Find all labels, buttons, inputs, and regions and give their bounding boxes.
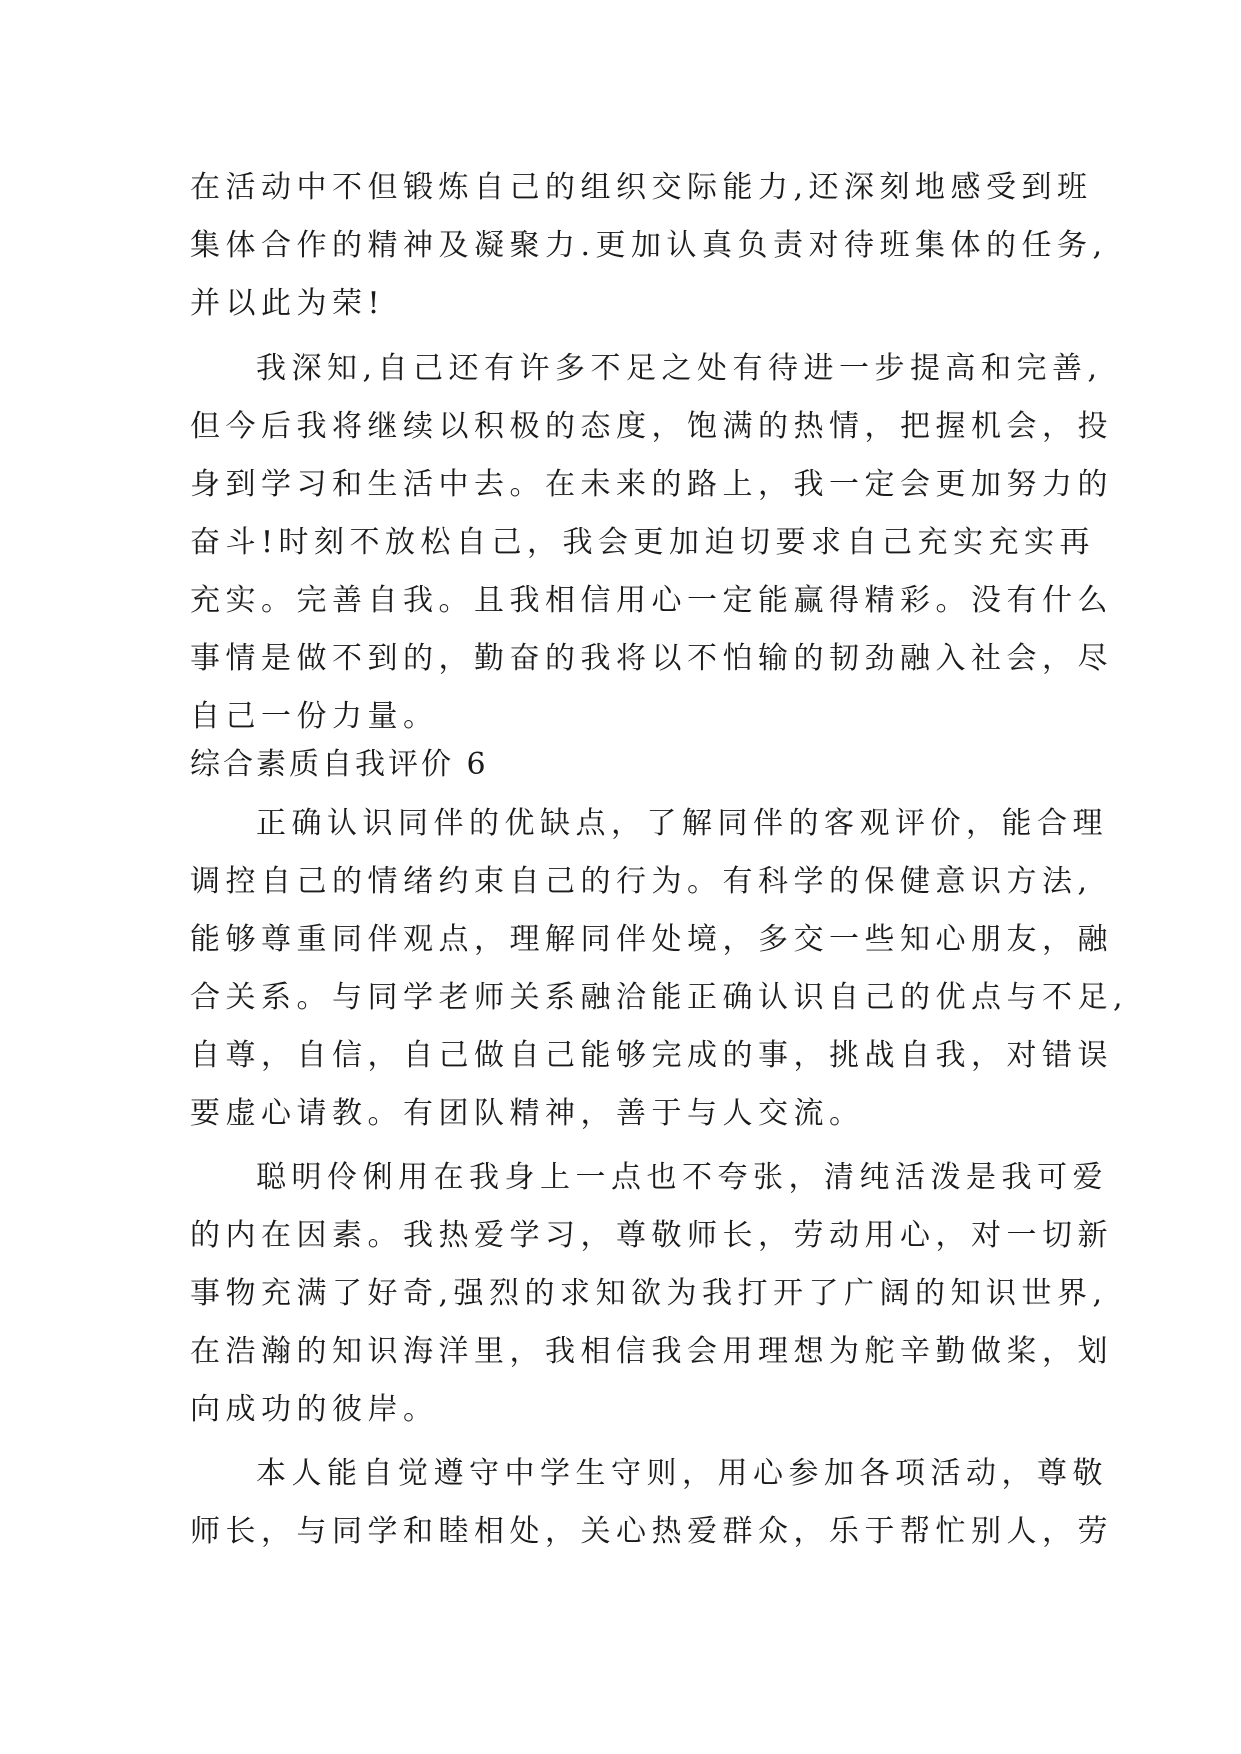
text-line: 正确认识同伴的优缺点，了解同伴的客观评价，能合理 (256, 806, 1108, 841)
text-line: 在浩瀚的知识海洋里，我相信我会用理想为舵辛勤做桨，划 (190, 1334, 1113, 1369)
text-line: 在活动中不但锻炼自己的组织交际能力,还深刻地感受到班 (190, 170, 1093, 205)
text-line: 事情是做不到的，勤奋的我将以不怕输的韧劲融入社会，尽 (190, 641, 1113, 676)
text-line: 身到学习和生活中去。在未来的路上，我一定会更加努力的 (190, 467, 1113, 502)
text-line: 聪明伶俐用在我身上一点也不夸张，清纯活泼是我可爱 (256, 1160, 1108, 1195)
text-line: 但今后我将继续以积极的态度，饱满的热情，把握机会，投 (190, 409, 1113, 444)
text-line: 合关系。与同学老师关系融洽能正确认识自己的优点与不足, (190, 980, 1129, 1015)
text-line: 自尊，自信，自己做自己能够完成的事，挑战自我，对错误 (190, 1038, 1113, 1073)
text-line: 事物充满了好奇,强烈的求知欲为我打开了广阔的知识世界, (190, 1276, 1108, 1311)
text-line: 向成功的彼岸。 (190, 1392, 439, 1427)
text-line: 本人能自觉遵守中学生守则，用心参加各项活动，尊敬 (256, 1456, 1108, 1491)
text-line: 能够尊重同伴观点，理解同伴处境，多交一些知心朋友，融 (190, 922, 1113, 957)
text-line: 集体合作的精神及凝聚力.更加认真负责对待班集体的任务, (190, 228, 1108, 263)
text-line: 师长，与同学和睦相处，关心热爱群众，乐于帮忙别人，劳 (190, 1514, 1113, 1549)
text-line: 要虚心请教。有团队精神，善于与人交流。 (190, 1096, 865, 1131)
text-line: 奋斗!时刻不放松自己，我会更加迫切要求自己充实充实再 (190, 525, 1096, 560)
section-heading: 综合素质自我评价 6 (190, 747, 489, 782)
text-line: 我深知,自己还有许多不足之处有待进一步提高和完善, (256, 351, 1103, 386)
text-line: 并以此为荣! (190, 286, 386, 321)
text-line: 调控自己的情绪约束自己的行为。有科学的保健意识方法, (190, 864, 1093, 899)
text-line: 的内在因素。我热爱学习，尊敬师长，劳动用心，对一切新 (190, 1218, 1113, 1253)
text-line: 充实。完善自我。且我相信用心一定能赢得精彩。没有什么 (190, 583, 1113, 618)
document-page (190, 0, 1129, 1754)
text-line: 自己一份力量。 (190, 699, 439, 734)
